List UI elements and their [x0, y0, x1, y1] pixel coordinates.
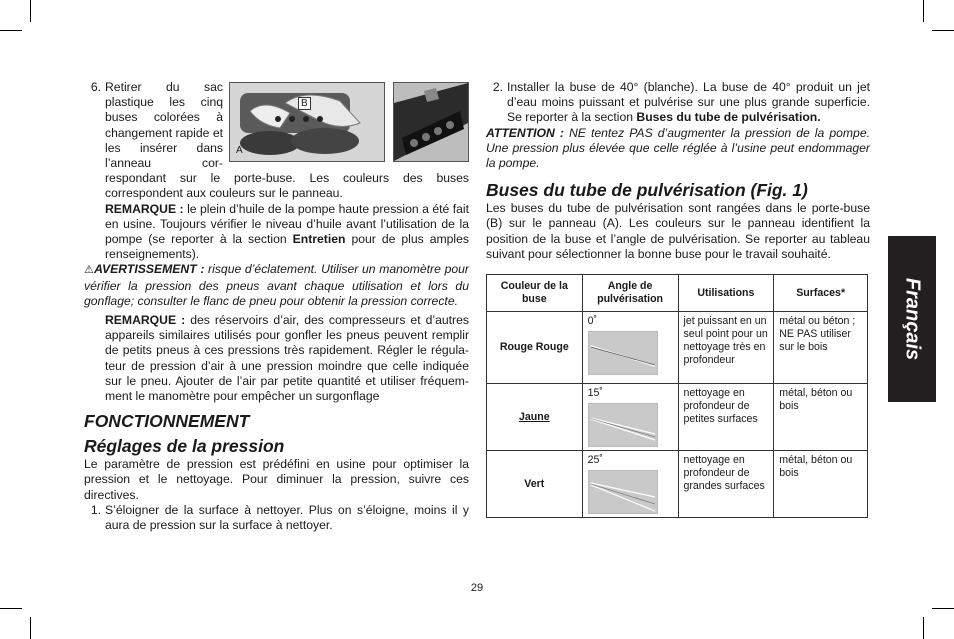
crop-mark — [923, 0, 924, 22]
crop-mark — [0, 30, 22, 31]
use-cell: nettoyage en profondeur de grandes surfaces — [678, 451, 774, 518]
step-6 — [84, 80, 469, 202]
section-heading-pressure: Réglages de la pression — [84, 436, 285, 457]
pressure-paragraph: Le paramètre de pression est prédéfini en usine pour optimiser la pression et le nettoyage. Pour diminuer la pression, suivre ces directives. — [84, 457, 469, 502]
note-label: REMARQUE : — [105, 313, 186, 328]
page-number: 29 — [470, 582, 484, 594]
note-bold: Entretien — [292, 232, 346, 247]
note-label: REMARQUE : — [105, 201, 184, 216]
nozzle-table — [486, 274, 868, 518]
note-text: des réservoirs d’air, des compresseurs et d’autres appareils similaires utilisés pour gonfler les pneus peuvent remplir de petits pneus à ces pressions très rapidement. Régler le régula-teur de pression d’air à une pression moindre que celle indiquée sur le pneu. Ajouter de l’air par petite quantité et utiliser fréquem-ment le manomètre pour empêcher un surgonflage — [105, 313, 469, 404]
figure-label-b: B — [298, 97, 311, 110]
control-panel-photo — [393, 82, 469, 162]
warning-icon: ⚠ — [84, 264, 95, 277]
right-column — [486, 80, 870, 262]
spray-angle-diagram — [588, 403, 658, 447]
nozzle-color: Rouge Rouge — [487, 312, 583, 384]
spray-angle-diagram — [588, 331, 658, 375]
table-row — [487, 384, 868, 451]
warning-text: risque d’éclatement. Utiliser un manomètre pour vérifier la pression des pneus avant chaque utilisation et lors du gonflage; consulter le flanc de pneu pour obtenir la pression correcte. — [84, 262, 469, 308]
language-tab-label: Français — [901, 277, 924, 361]
section-heading-nozzles: Buses du tube de pulvérisation (Fig. 1) — [486, 180, 808, 201]
angle-value: 0˚ — [587, 315, 598, 327]
nozzle-figure — [229, 82, 469, 164]
spray-angle-diagram — [588, 470, 658, 514]
step-2 — [486, 80, 870, 126]
left-column — [84, 80, 469, 533]
table-row — [487, 451, 868, 518]
note-oil — [84, 202, 469, 263]
step-number: 1. — [90, 502, 101, 517]
use-cell: jet puissant en un seul point pour un nettoyage très en profondeur — [678, 312, 774, 384]
crop-mark — [923, 617, 924, 639]
angle-cell — [582, 384, 678, 451]
crop-mark — [30, 0, 31, 22]
note-tires — [84, 313, 469, 404]
crop-mark — [932, 30, 954, 31]
attention-note — [486, 126, 870, 172]
note-text: le plein d’huile de la pompe haute pression a été fait en usine. Toujours vérifier le niveau d’huile avant l’utilisation de la pompe (se reporter à la section — [105, 201, 469, 247]
attention-label: ATTENTION : — [486, 125, 564, 140]
table-header: Utilisations — [678, 275, 774, 312]
table-header: Couleur de la buse — [487, 275, 583, 312]
table-row — [487, 312, 868, 384]
figure-label-a: A — [236, 145, 243, 156]
section-heading-operation: FONCTIONNEMENT — [84, 411, 250, 432]
surface-cell: métal, béton ou bois — [774, 384, 868, 451]
surface-cell: métal, béton ou bois — [774, 451, 868, 518]
nozzle-color: Vert — [487, 451, 583, 518]
angle-value: 25˚ — [587, 454, 603, 466]
table-header-row — [487, 275, 868, 312]
angle-value: 15˚ — [587, 387, 603, 399]
warning-label: AVERTISSEMENT : — [94, 262, 205, 277]
nozzles-paragraph: Les buses du tube de pulvérisation sont rangées dans le porte-buse (B) sur le panneau (A). Les couleurs sur le panneau identifient la position de la buse et l’angle de pulvérisation. Se reporter au tableau suivant pour sélectionner la bonne buse pour le travail souhaité. — [486, 201, 870, 261]
language-tab — [888, 236, 936, 402]
table-header: Surfaces* — [774, 275, 868, 312]
angle-cell — [582, 312, 678, 384]
note-text: pour de plus amples renseignements). — [105, 232, 469, 262]
attention-text: NE tentez PAS d’augmenter la pression de la pompe. Une pression plus élevée que celle réglée à l’usine peut endommager la pompe. — [486, 125, 870, 171]
step-2-bold: Buses du tube de pulvérisation. — [636, 110, 821, 125]
step-2-text: Installer la buse de 40° (blanche). La buse de 40° produit un jet d’eau moins puissant et pulvérise sur une plus grande superficie. Se reporter à la section — [507, 80, 870, 125]
crop-mark — [30, 617, 31, 639]
step-1-text: S’éloigner de la surface à nettoyer. Plus on s’éloigne, moins il y aura de pression sur la surface à nettoyer. — [105, 502, 469, 533]
nozzle-color-label: Jaune — [519, 410, 550, 423]
crop-mark — [0, 608, 22, 609]
nozzle-insertion-photo — [229, 82, 385, 162]
warning — [84, 262, 469, 309]
table-header: Angle de pulvérisation — [582, 275, 678, 312]
step-6-text: Retirer du sac plastique les cinq buses colorées à changement rapide et les insérer dans l’anneau cor-respondant sur le porte-buse. Les couleurs des buses correspondent aux couleurs sur le panneau. — [105, 80, 469, 201]
step-number: 6. — [90, 80, 101, 94]
step-1 — [84, 503, 469, 533]
surface-cell: métal ou béton ; NE PAS utiliser sur le bois — [774, 312, 868, 384]
step-number: 2. — [492, 80, 503, 94]
nozzle-color — [487, 384, 583, 451]
angle-cell — [582, 451, 678, 518]
crop-mark — [932, 608, 954, 609]
use-cell: nettoyage en profondeur de petites surfaces — [678, 384, 774, 451]
